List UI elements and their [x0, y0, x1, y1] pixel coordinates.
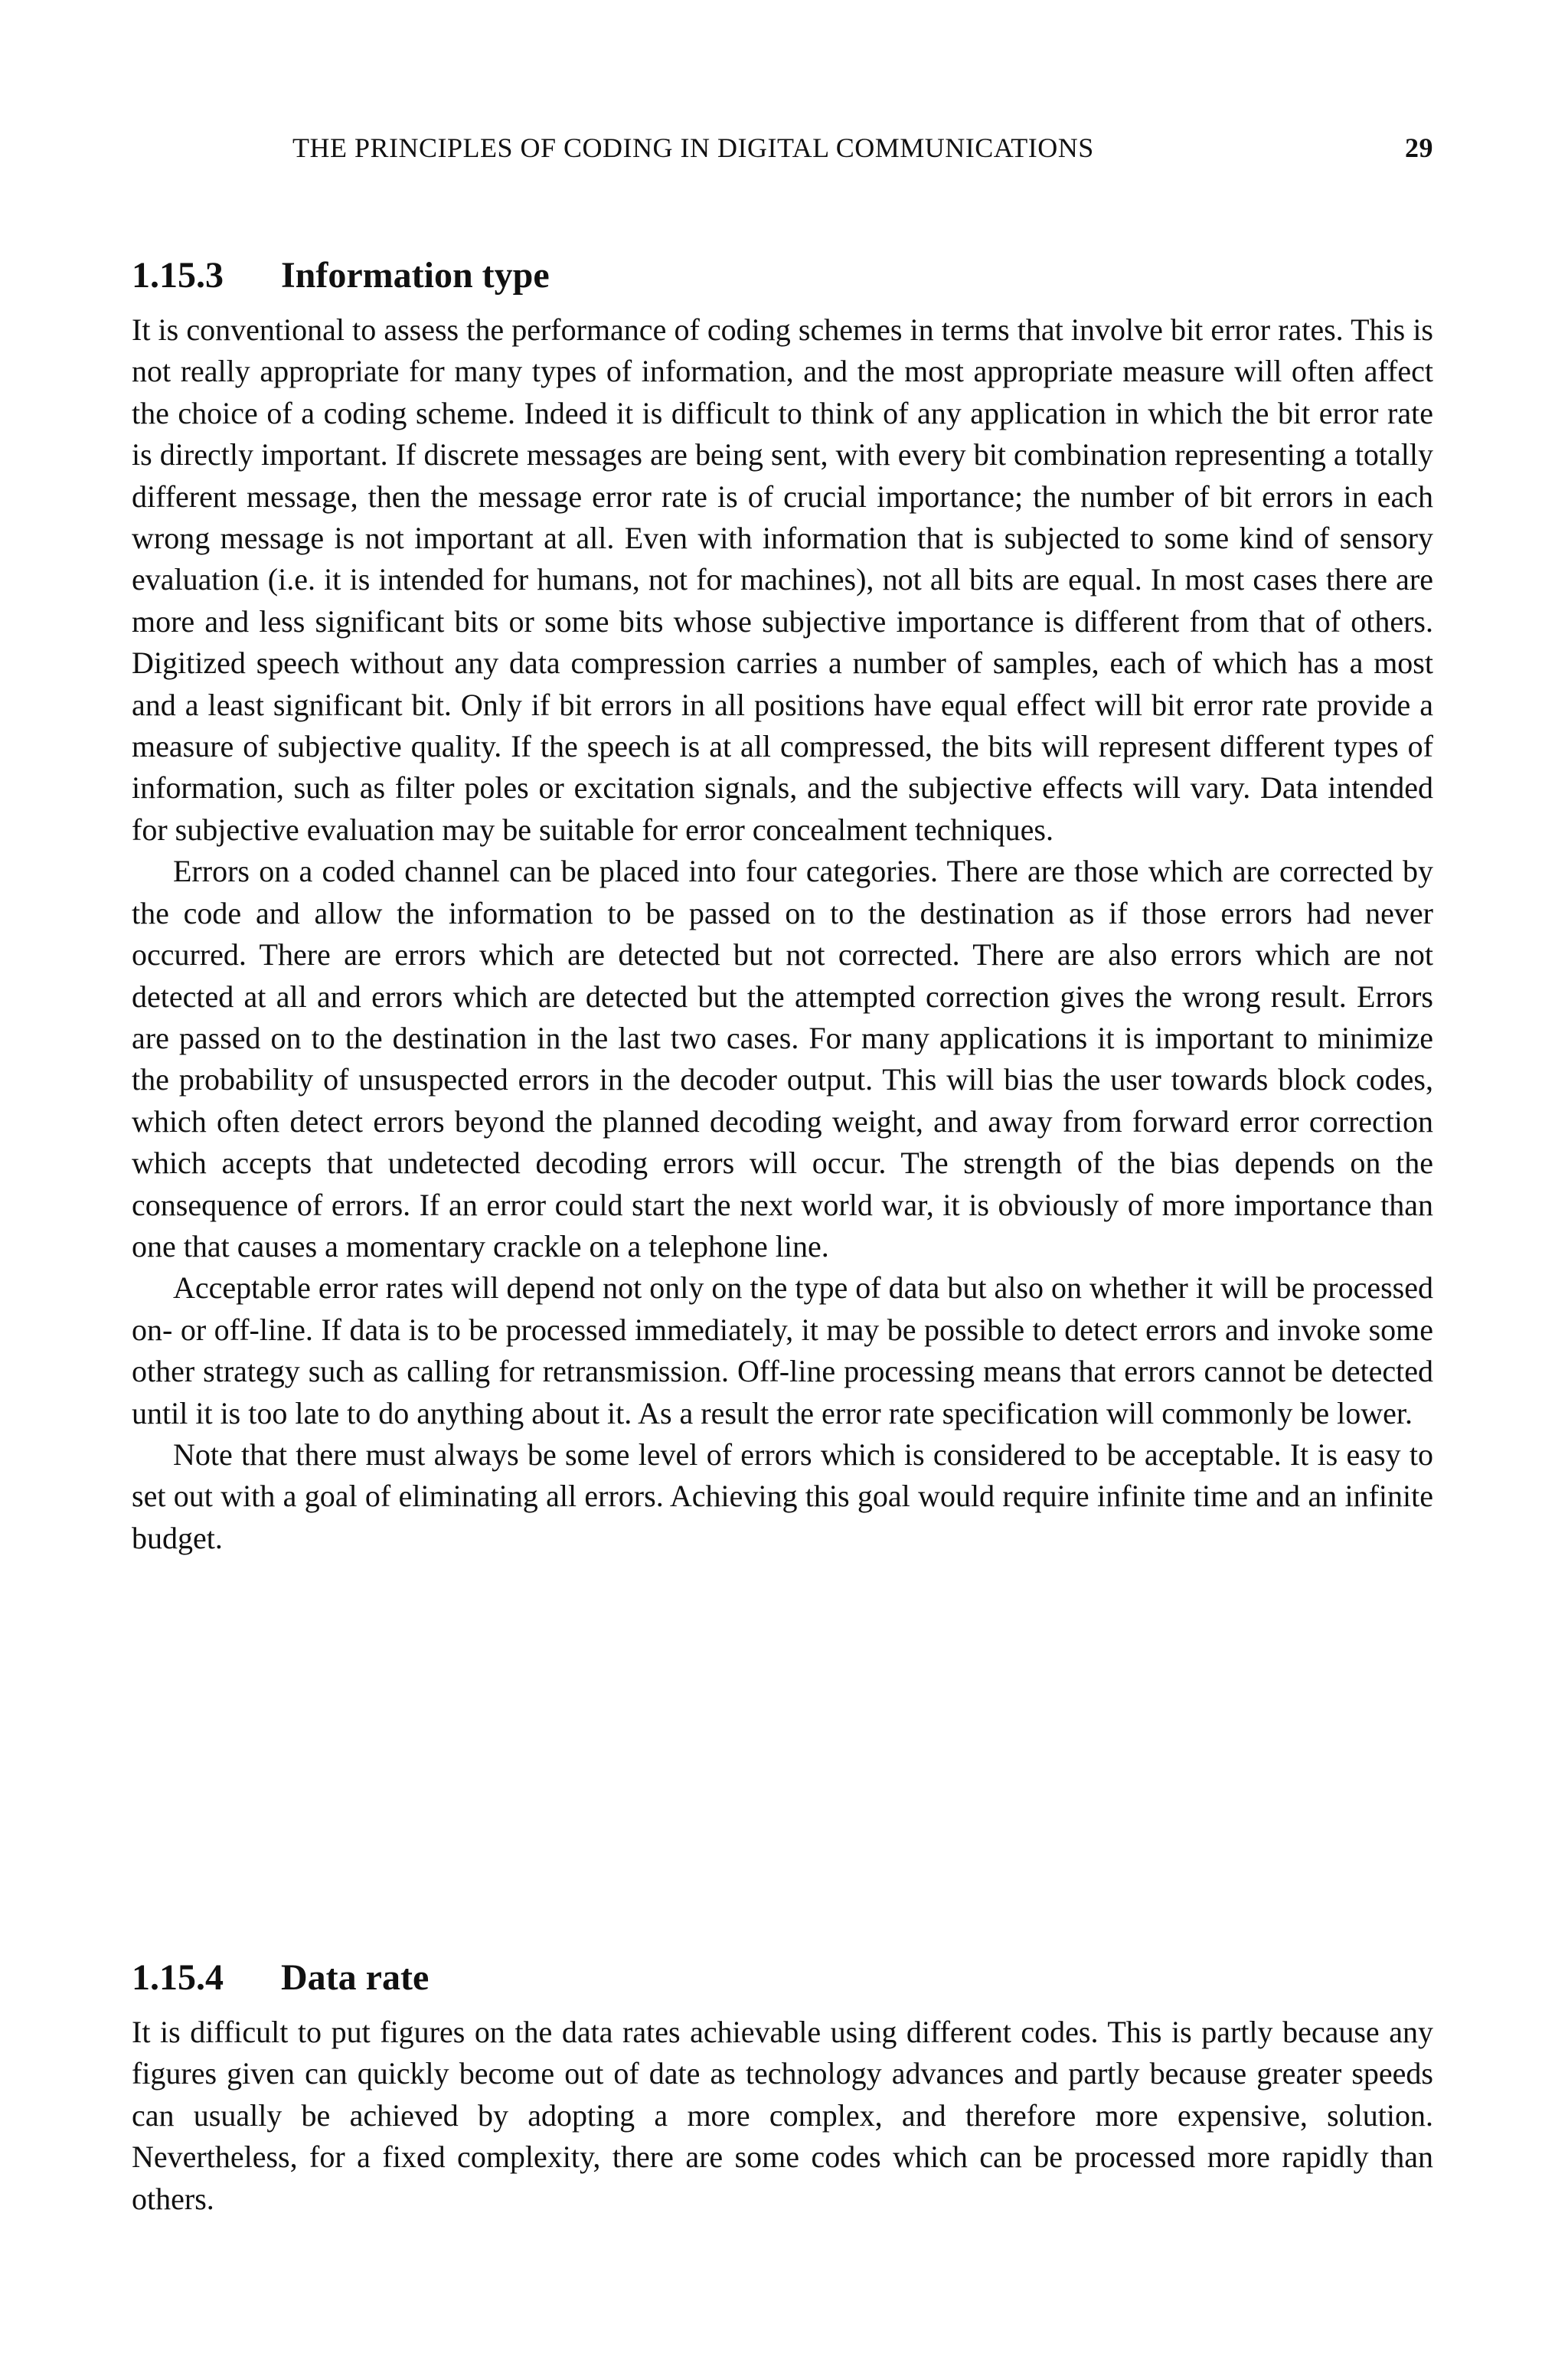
paragraph: It is conventional to assess the performance of coding schemes in terms that involve bit error rates. This is not really appropriate for many types of information, and the most appropriate measure will often affect the choice of a coding scheme. Indeed it is difficult to think of any application in which the bit error rate is directly important. If discrete messages are being sent, with every bit combination representing a totally different message, then the message error rate is of crucial importance; the number of bit errors in each wrong message is not important at all. Even with information that is subjected to some kind of sensory evaluation (i.e. it is intended for humans, not for machines), not all bits are equal. In most cases there are more and less significant bits or some bits whose subjective importance is different from that of others. Digitized speech without any data compression carries a number of samples, each of which has a most and a least significant bit. Only if bit errors in all positions have equal effect will bit error rate provide a measure of subjective quality. If the speech is at all compressed, the bits will represent different types of information, such as filter poles or excitation signals, and the subjective effects will vary. Data intended for subjective evaluation may be suitable for error concealment techniques.: [132, 312, 1433, 847]
paragraph: It is difficult to put figures on the data rates achievable using different codes. This is partly because any figures given can quickly become out of date as technology advances and partly because greater speeds can usually be achieved by adopting a more complex, and therefore more expensive, solution. Nevertheless, for a fixed complexity, there are some codes which can be processed more rapidly than others.: [132, 2015, 1433, 2216]
section-title: Information type: [281, 254, 550, 296]
page-number: 29: [1405, 132, 1433, 163]
section-body-data-rate: [132, 2012, 1433, 2220]
book-page: [132, 0, 1433, 2370]
section-title: Data rate: [281, 1956, 430, 1998]
paragraph: Note that there must always be some level of errors which is considered to be acceptable. It is easy to set out with a goal of eliminating all errors. Achieving this goal would require infinite time and an infinite budget.: [132, 1437, 1433, 1555]
paragraph: Acceptable error rates will depend not only on the type of data but also on whether it will be processed on- or off-line. If data is to be processed immediately, it may be possible to detect errors and invoke some other strategy such as calling for retransmission. Off-line processing means that errors cannot be detected until it is too late to do anything about it. As a result the error rate specification will commonly be lower.: [132, 1270, 1433, 1430]
section-number: 1.15.3: [132, 254, 224, 296]
paragraph: Errors on a coded channel can be placed into four categories. There are those which are corrected by the code and allow the information to be passed on to the destination as if those errors had never occurred. There are errors which are detected but not corrected. There are also errors which are not detected at all and errors which are detected but the attempted correction gives the wrong result. Errors are passed on to the destination in the last two cases. For many applications it is important to minimize the probability of unsuspected errors in the decoder output. This will bias the user towards block codes, which often detect errors beyond the planned decoding weight, and away from forward error correction which accepts that undetected decoding errors will occur. The strength of the bias depends on the consequence of errors. If an error could start the next world war, it is obviously of more importance than one that causes a momentary crackle on a telephone line.: [132, 854, 1433, 1263]
running-header: [292, 132, 1433, 170]
running-title: THE PRINCIPLES OF CODING IN DIGITAL COMMUNICATIONS: [292, 132, 1094, 163]
section-heading-information-type: [132, 254, 550, 297]
section-body-information-type: [132, 309, 1433, 1559]
section-heading-data-rate: [132, 1956, 429, 1999]
section-number: 1.15.4: [132, 1956, 224, 1998]
